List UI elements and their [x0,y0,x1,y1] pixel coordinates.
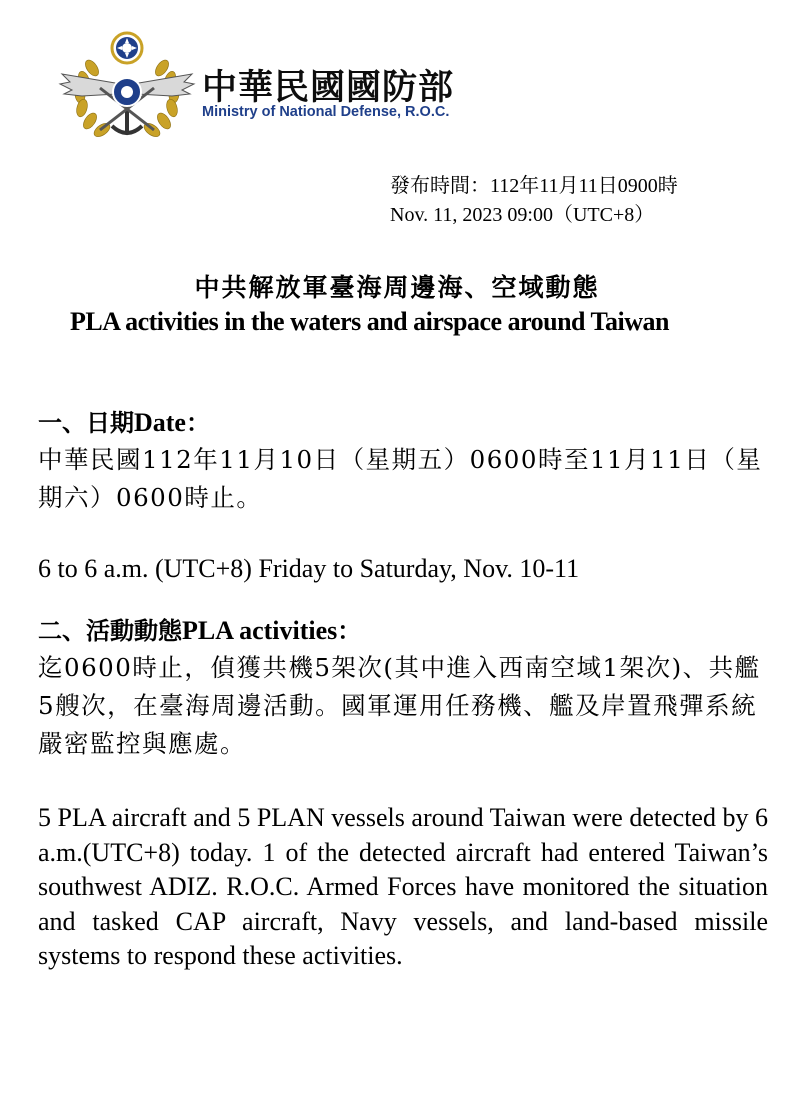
release-time-en: Nov. 11, 2023 09:00（UTC+8） [390,204,655,226]
section-activities-heading-zh: 二、活動動態 [38,616,182,645]
section-activities-body-en: 5 PLA aircraft and 5 PLAN vessels around Taiwan were detected by 6 a.m.(UTC+8) today. 1 of the detected aircraft had entered Taiwan’s southwest ADIZ. R.O.C. Armed Forces have monitored the situation and tasked CAP aircraft, Navy vessels, and land-based missile systems to respond these activities. [38,803,768,970]
section-activities [38,613,768,974]
section-date-body-en: 6 to 6 a.m. (UTC+8) Friday to Saturday, Nov. 10-11 [38,554,580,583]
title-zh: 中共解放軍臺海周邊海、空域動態 [194,273,600,302]
section-date-heading-zh: 一、日期 [38,408,134,437]
emblem-icon [52,30,202,148]
section-activities-heading-en: PLA activities [182,616,338,645]
org-name-zh: 中華民國國防部 [202,68,455,108]
section-activities-heading-colon: ： [337,616,362,645]
section-date-heading-colon: ： [185,408,210,437]
release-time [390,172,678,230]
org-name-en: Ministry of National Defense, R.O.C. [202,104,450,120]
mnd-emblem-logo [52,30,202,148]
section-date-body-zh: 中華民國112年11月10日（星期五）0600時至11月11日（星期六）0600時止。 [38,445,763,512]
section-activities-body-zh: 迄0600時止，偵獲共機5架次(其中進入西南空域1架次)、共艦5艘次，在臺海周邊活動。國軍運用任務機、艦及岸置飛彈系統嚴密監控與應處。 [38,653,761,758]
release-time-zh: 發布時間：112年11月11日0900時 [390,175,678,197]
section-activities-heading [38,613,768,649]
title-en: PLA activities in the waters and airspace around Taiwan [70,307,669,336]
section-date-heading [38,405,768,441]
section-date-heading-en: Date [134,408,186,437]
section-date [38,405,768,587]
